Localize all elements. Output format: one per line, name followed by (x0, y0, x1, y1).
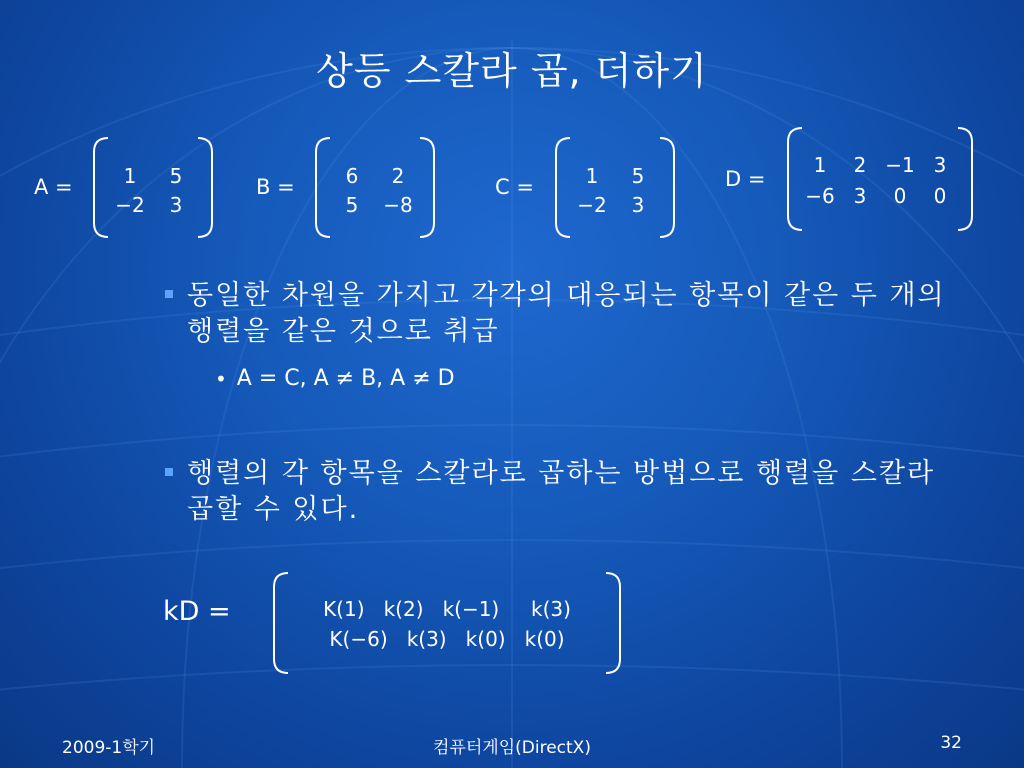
matrix-d-cell: 3 (933, 153, 947, 177)
matrix-a (92, 136, 214, 239)
matrix-b-cell: 6 (345, 164, 359, 188)
matrix-b-row-1 (314, 164, 436, 188)
kd-matrix (272, 571, 622, 675)
bullet-equality (165, 278, 947, 350)
matrix-c-cell: 5 (631, 164, 645, 188)
kd-matrix-row-2: K(−6) k(3) k(0) k(0) (329, 627, 565, 651)
matrix-d-cell: −6 (805, 184, 835, 208)
matrix-d-row-2 (786, 184, 974, 208)
matrix-b (314, 136, 436, 239)
bullet-square-icon (165, 290, 173, 298)
matrix-b-cell: 5 (345, 193, 359, 217)
matrix-a-row-2 (92, 193, 214, 217)
bullet-scalar-text: 행렬의 각 항목을 스칼라로 곱하는 방법으로 행렬을 스칼라 곱할 수 있다. (187, 458, 936, 525)
matrix-c-row-1 (554, 164, 676, 188)
matrix-d (786, 126, 974, 232)
kd-label: kD = (163, 596, 231, 627)
sub-bullet-dot-icon: • (215, 366, 227, 391)
matrix-c-cell: 1 (585, 164, 599, 188)
footer-slide-number: 32 (940, 733, 962, 753)
matrix-d-cell: 3 (853, 184, 867, 208)
matrix-a-row-1 (92, 164, 214, 188)
bullet-square-icon (165, 468, 173, 476)
matrix-b-label: B = (256, 175, 295, 199)
sub-bullet-equality-example (215, 366, 455, 391)
matrix-d-cell: −1 (885, 153, 915, 177)
slide-title: 상등 스칼라 곱, 더하기 (316, 49, 708, 93)
matrix-d-cell: 0 (893, 184, 907, 208)
matrix-d-row-1 (786, 153, 974, 177)
matrix-c-row-2 (554, 193, 676, 217)
matrix-a-cell: 1 (123, 164, 137, 188)
matrix-d-cell: 2 (853, 153, 867, 177)
matrix-a-cell: 5 (169, 164, 183, 188)
bullet-scalar-multiplication (165, 456, 947, 528)
matrix-a-cell: 3 (169, 193, 183, 217)
matrix-d-label: D = (725, 167, 766, 191)
footer-semester: 2009-1학기 (62, 738, 156, 758)
footer-course-title: 컴퓨터게임(DirectX) (433, 738, 591, 758)
sub-bullet-text: A = C, A ≠ B, A ≠ D (236, 366, 455, 391)
matrix-b-cell: −8 (383, 193, 413, 217)
matrix-c-label: C = (495, 175, 534, 199)
matrix-c-cell: −2 (577, 193, 607, 217)
matrix-b-row-2 (314, 193, 436, 217)
matrix-c (554, 136, 676, 239)
matrix-d-brackets (786, 126, 974, 232)
matrix-d-cell: 0 (933, 184, 947, 208)
kd-matrix-row-1: K(1) k(2) k(−1) k(3) (323, 597, 571, 621)
matrix-c-cell: 3 (631, 193, 645, 217)
matrix-b-cell: 2 (391, 164, 405, 188)
matrix-a-cell: −2 (115, 193, 145, 217)
kd-matrix-brackets (272, 571, 622, 675)
bullet-equality-text: 동일한 차원을 가지고 각각의 대응되는 항목이 같은 두 개의 행렬을 같은 것으로 취급 (187, 280, 946, 347)
matrix-a-label: A = (34, 175, 73, 199)
matrix-d-cell: 1 (813, 153, 827, 177)
